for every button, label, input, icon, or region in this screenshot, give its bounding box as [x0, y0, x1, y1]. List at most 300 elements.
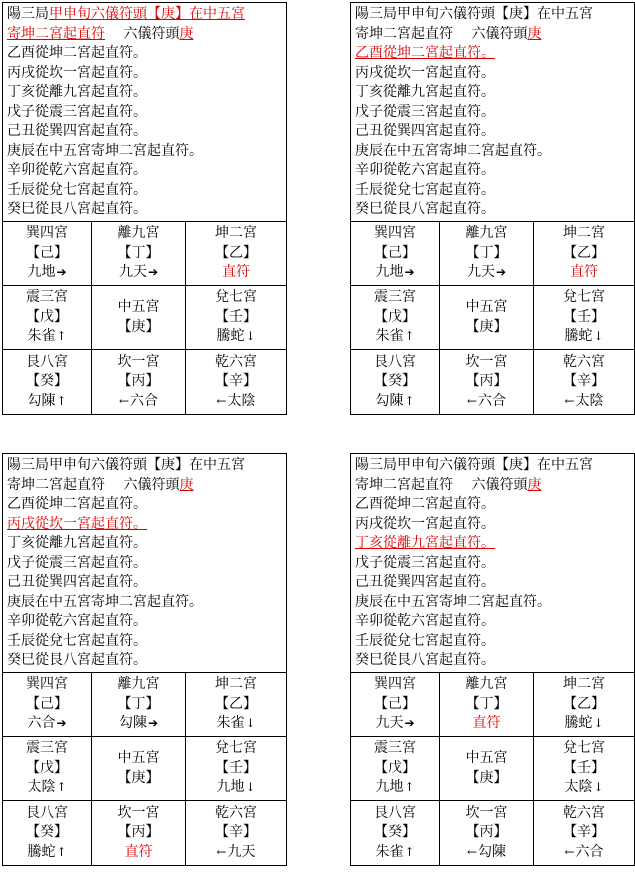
palace-cell	[440, 673, 534, 737]
rule-line-segment: 戊子從震三宮起直符。	[355, 554, 495, 571]
rule-line	[7, 5, 286, 25]
deity-row	[125, 843, 153, 863]
rule-line	[355, 83, 634, 103]
deity-name: 朱雀	[375, 843, 404, 860]
deity-row	[467, 843, 506, 863]
arrow-left-icon: ←	[466, 393, 478, 408]
palace-name: 乾六宮	[215, 353, 257, 370]
deity-row	[119, 263, 158, 283]
palace-cell	[351, 673, 440, 737]
palace-stem: 【己】	[374, 244, 416, 261]
palace-stem: 【丁】	[465, 695, 508, 712]
palace-stem: 【壬】	[563, 308, 605, 325]
palace-cell	[3, 737, 92, 801]
rule-line-segment: 六儀符頭	[105, 25, 180, 42]
rule-line-segment: 甲申旬六儀符頭【庚】在中五宮	[49, 6, 245, 22]
palace-name: 巽四宮	[374, 676, 416, 693]
rule-line	[355, 476, 634, 496]
palace-name: 巽四宮	[374, 225, 416, 242]
deity-name: 六合	[575, 843, 604, 860]
rule-line-segment: 癸巳從艮八宮起直符。	[355, 201, 495, 217]
rule-line	[355, 44, 634, 64]
arrow-right-icon: ➔	[56, 265, 67, 280]
rule-line-segment: 乙酉從坤二宮起直符。	[7, 496, 147, 512]
palace-cell	[186, 350, 286, 414]
rule-line-segment: 戊子從震三宮起直符。	[355, 103, 495, 120]
rule-line	[355, 534, 634, 554]
palace-name: 巽四宮	[26, 225, 68, 242]
deity-row	[216, 714, 255, 734]
rule-line-segment: 丁亥從離九宮起直符。	[7, 84, 147, 100]
deity-name: 九天	[118, 264, 147, 281]
deity-row	[375, 843, 414, 863]
deity-name: 太陰	[27, 779, 56, 796]
rule-line-segment: 壬辰從兌七宮起直符。	[7, 181, 147, 198]
palace-cell	[534, 673, 634, 737]
panel-top-right	[350, 2, 635, 415]
palace-cell	[186, 737, 286, 801]
rule-line	[7, 181, 286, 201]
rule-line-segment: 丙戌從坎一宮起直符。	[355, 515, 495, 532]
palace-stem: 【辛】	[563, 373, 605, 390]
rule-text	[351, 3, 634, 221]
deity-name: 太陰	[227, 392, 256, 409]
rule-line-segment: 乙酉從坤二宮起直符。	[355, 45, 495, 61]
rule-line-segment: 丙戌從坎一宮起直符。	[355, 64, 495, 81]
deity-name: 太陰	[575, 392, 604, 409]
rule-line-segment: 庚辰在中五宮寄坤二宮起直符。	[7, 593, 203, 610]
palace-name: 離九宮	[117, 676, 160, 693]
palace-name: 兌七宮	[215, 740, 257, 757]
palace-grid	[351, 672, 634, 865]
rule-line	[355, 573, 634, 593]
arrow-right-icon: ➔	[56, 716, 67, 731]
palace-grid	[3, 672, 286, 865]
rule-line	[355, 632, 634, 652]
panel-bottom-left	[2, 453, 287, 866]
rule-line	[355, 103, 634, 123]
rule-line-segment: 寄坤二宮起直符 六儀符頭	[7, 476, 180, 493]
palace-stem: 【辛】	[563, 824, 605, 841]
deity-row	[375, 778, 414, 798]
deity-name: 朱雀	[216, 715, 245, 732]
deity-name: 直符	[570, 264, 598, 281]
arrow-right-icon: ➔	[495, 265, 507, 280]
deity-row	[473, 714, 501, 734]
palace-name: 中五宮	[117, 299, 160, 315]
rule-line-segment: 庚	[527, 476, 542, 493]
palace-name: 坤二宮	[215, 225, 257, 242]
palace-cell	[351, 286, 440, 350]
rule-line	[355, 593, 634, 613]
arrow-down-icon: ↓	[593, 716, 604, 731]
deity-row	[216, 843, 255, 863]
palace-name: 乾六宮	[563, 804, 605, 821]
palace-name: 中五宮	[117, 750, 160, 766]
deity-row	[119, 714, 158, 734]
palace-name: 巽四宮	[26, 676, 68, 693]
arrow-down-icon: ↓	[593, 329, 604, 344]
rule-line-segment: 己丑從巽四宮起直符。	[355, 123, 495, 139]
deity-row	[216, 392, 255, 412]
deity-row	[467, 392, 506, 412]
rule-line	[355, 5, 634, 25]
palace-stem: 【癸】	[26, 824, 68, 841]
deity-name: 九地	[375, 264, 404, 281]
deity-name: 勾陳	[27, 392, 56, 409]
deity-name: 騰蛇	[564, 328, 593, 345]
palace-name: 坤二宮	[563, 225, 605, 242]
deity-name: 六合	[27, 715, 56, 732]
rule-line	[7, 534, 286, 554]
rule-line-segment: 乙酉從坤二宮起直符。	[355, 496, 495, 512]
palace-name: 乾六宮	[215, 804, 257, 821]
palace-stem: 【戊】	[26, 759, 68, 776]
rule-line-segment: 丙戌從坎一宮起直符。	[7, 64, 147, 81]
deity-row	[375, 263, 414, 283]
rule-line	[355, 122, 634, 142]
palace-name: 乾六宮	[563, 353, 605, 370]
palace-name: 艮八宮	[374, 353, 416, 370]
rule-line-segment: 丙戌從坎一宮起直符。	[7, 515, 147, 532]
rule-line	[355, 612, 634, 632]
deity-row	[222, 263, 250, 283]
arrow-right-icon: ➔	[147, 265, 159, 280]
rule-line	[7, 103, 286, 123]
rule-line	[7, 64, 286, 84]
deity-name: 騰蛇	[564, 715, 593, 732]
rule-line	[7, 25, 286, 45]
palace-name: 兌七宮	[215, 289, 257, 306]
rule-line	[7, 612, 286, 632]
palace-name: 震三宮	[26, 289, 68, 306]
deity-name: 九地	[375, 779, 404, 796]
deity-name: 直符	[472, 715, 501, 732]
deity-name: 九地	[216, 779, 245, 796]
deity-name: 朱雀	[27, 328, 56, 345]
palace-grid	[351, 221, 634, 414]
palace-stem: 【戊】	[374, 759, 416, 776]
palace-cell	[92, 350, 186, 414]
palace-cell	[351, 350, 440, 414]
rule-line	[355, 181, 634, 201]
palace-name: 離九宮	[465, 676, 508, 693]
rule-line-segment: 庚	[179, 476, 194, 493]
palace-name: 坎一宮	[465, 804, 508, 821]
deity-row	[27, 714, 66, 734]
rule-text	[3, 454, 286, 672]
arrow-left-icon: ←	[216, 393, 227, 408]
arrow-up-icon: ↑	[56, 780, 67, 795]
palace-cell	[534, 737, 634, 801]
rule-line	[355, 554, 634, 574]
arrow-left-icon: ←	[564, 844, 575, 859]
rule-line-segment: 寄坤二宮起直符 六儀符頭	[355, 25, 528, 42]
rule-line	[7, 632, 286, 652]
palace-cell	[186, 801, 286, 865]
rule-line	[355, 651, 634, 671]
rule-line-segment: 癸巳從艮八宮起直符。	[355, 652, 495, 668]
palace-stem: 【乙】	[215, 244, 257, 261]
palace-stem: 【乙】	[563, 695, 605, 712]
deity-name: 直符	[124, 843, 153, 860]
palace-stem: 【辛】	[215, 373, 257, 390]
palace-cell	[534, 286, 634, 350]
deity-name: 六合	[478, 392, 507, 409]
palace-name: 震三宮	[374, 740, 416, 757]
palace-cell	[3, 222, 92, 286]
palace-name: 震三宮	[374, 289, 416, 306]
deity-name: 九天	[466, 264, 495, 281]
deity-row	[216, 778, 255, 798]
rule-line	[355, 456, 634, 476]
palace-cell	[92, 286, 186, 350]
deity-row	[564, 327, 603, 347]
panel-bottom-right	[350, 453, 635, 866]
rule-line	[7, 651, 286, 671]
rule-line-segment: 戊子從震三宮起直符。	[7, 554, 147, 571]
arrow-down-icon: ↓	[245, 716, 256, 731]
rule-line	[7, 515, 286, 535]
deity-name: 勾陳	[478, 843, 507, 860]
rule-line	[355, 64, 634, 84]
palace-cell	[440, 737, 534, 801]
palace-stem: 【癸】	[374, 824, 416, 841]
rule-line-segment: 辛卯從乾六宮起直符。	[355, 162, 495, 178]
deity-row	[467, 263, 506, 283]
rule-line-segment: 辛卯從乾六宮起直符。	[7, 162, 147, 178]
deity-row	[375, 392, 414, 412]
palace-cell	[3, 350, 92, 414]
rule-line-segment: 戊子從震三宮起直符。	[7, 103, 147, 120]
palace-stem: 【庚】	[117, 318, 160, 335]
palace-stem: 【丙】	[117, 373, 160, 390]
deity-name: 九地	[27, 264, 56, 281]
rule-line	[355, 200, 634, 220]
arrow-down-icon: ↓	[245, 329, 256, 344]
palace-name: 艮八宮	[374, 804, 416, 821]
arrow-down-icon: ↓	[593, 780, 604, 795]
rule-line	[355, 142, 634, 162]
palace-stem: 【己】	[26, 244, 68, 261]
arrow-up-icon: ↑	[56, 393, 67, 408]
rule-line-segment: 己丑從巽四宮起直符。	[355, 574, 495, 590]
palace-cell	[3, 673, 92, 737]
arrow-right-icon: ➔	[404, 716, 415, 731]
rule-line-segment: 癸巳從艮八宮起直符。	[7, 201, 147, 217]
palace-stem: 【庚】	[465, 318, 508, 335]
rule-line-segment: 庚辰在中五宮寄坤二宮起直符。	[7, 142, 203, 159]
palace-stem: 【癸】	[374, 373, 416, 390]
deity-name: 勾陳	[118, 715, 147, 732]
rule-line	[355, 495, 634, 515]
palace-name: 坎一宮	[117, 804, 160, 821]
palace-name: 坤二宮	[563, 676, 605, 693]
deity-row	[27, 263, 66, 283]
rule-line-segment: 庚辰在中五宮寄坤二宮起直符。	[355, 142, 551, 159]
rule-line	[7, 573, 286, 593]
rule-line	[7, 122, 286, 142]
deity-row	[564, 714, 603, 734]
palace-cell	[3, 801, 92, 865]
palace-cell	[534, 801, 634, 865]
palace-cell	[186, 286, 286, 350]
arrow-up-icon: ↑	[404, 393, 415, 408]
arrow-right-icon: ➔	[147, 716, 159, 731]
arrow-up-icon: ↑	[56, 329, 67, 344]
palace-name: 震三宮	[26, 740, 68, 757]
arrow-left-icon: ←	[118, 393, 130, 408]
palace-cell	[351, 801, 440, 865]
rule-line-segment: 陽三局	[7, 6, 49, 22]
palace-stem: 【庚】	[117, 769, 160, 786]
rule-line-segment: 乙酉從坤二宮起直符。	[7, 45, 147, 61]
arrow-right-icon: ➔	[404, 265, 415, 280]
palace-name: 離九宮	[117, 225, 160, 242]
palace-stem: 【庚】	[465, 769, 508, 786]
rule-line-segment: 辛卯從乾六宮起直符。	[355, 613, 495, 629]
rule-line-segment: 陽三局甲申旬六儀符頭【庚】在中五宮	[7, 457, 245, 473]
rule-line-segment: 陽三局甲申旬六儀符頭【庚】在中五宮	[355, 457, 593, 473]
palace-cell	[186, 222, 286, 286]
palace-stem: 【己】	[374, 695, 416, 712]
deity-name: 九天	[375, 715, 404, 732]
palace-stem: 【丁】	[465, 244, 508, 261]
deity-row	[119, 392, 158, 412]
arrow-up-icon: ↑	[404, 780, 415, 795]
deity-row	[216, 327, 255, 347]
palace-stem: 【丙】	[117, 824, 160, 841]
palace-cell	[92, 673, 186, 737]
rule-line-segment: 寄坤二宮起直符 六儀符頭	[355, 476, 528, 493]
deity-row	[564, 778, 603, 798]
deity-name: 朱雀	[375, 328, 404, 345]
rule-line-segment: 庚	[527, 25, 542, 42]
rule-text	[3, 3, 286, 221]
rule-line	[7, 44, 286, 64]
palace-stem: 【戊】	[26, 308, 68, 325]
deity-row	[564, 843, 603, 863]
rule-line-segment: 庚	[179, 25, 194, 42]
arrow-left-icon: ←	[564, 393, 575, 408]
deity-row	[570, 263, 598, 283]
palace-stem: 【壬】	[563, 759, 605, 776]
palace-name: 坤二宮	[215, 676, 257, 693]
palace-stem: 【壬】	[215, 759, 257, 776]
palace-name: 中五宮	[465, 750, 508, 766]
palace-cell	[440, 286, 534, 350]
palace-name: 艮八宮	[26, 353, 68, 370]
arrow-up-icon: ↑	[56, 844, 67, 859]
palace-name: 艮八宮	[26, 804, 68, 821]
deity-name: 直符	[222, 264, 250, 281]
palace-cell	[92, 737, 186, 801]
deity-name: 勾陳	[375, 392, 404, 409]
palace-grid	[3, 221, 286, 414]
rule-line-segment: 己丑從巽四宮起直符。	[7, 123, 147, 139]
deity-row	[564, 392, 603, 412]
palace-stem: 【丙】	[465, 373, 508, 390]
palace-stem: 【辛】	[215, 824, 257, 841]
palace-cell	[351, 222, 440, 286]
palace-stem: 【戊】	[374, 308, 416, 325]
palace-stem: 【丁】	[117, 244, 160, 261]
palace-stem: 【己】	[26, 695, 68, 712]
palace-stem: 【壬】	[215, 308, 257, 325]
palace-name: 離九宮	[465, 225, 508, 242]
arrow-up-icon: ↑	[404, 844, 415, 859]
rule-line-segment: 辛卯從乾六宮起直符。	[7, 613, 147, 629]
arrow-left-icon: ←	[466, 844, 478, 859]
deity-row	[27, 843, 66, 863]
rule-line-segment: 丁亥從離九宮起直符。	[355, 535, 495, 551]
rule-line	[355, 515, 634, 535]
arrow-left-icon: ←	[216, 844, 227, 859]
palace-cell	[3, 286, 92, 350]
palace-cell	[186, 673, 286, 737]
palace-cell	[351, 737, 440, 801]
deity-name: 騰蛇	[27, 843, 56, 860]
rule-line-segment: 己丑從巽四宮起直符。	[7, 574, 147, 590]
palace-name: 中五宮	[465, 299, 508, 315]
deity-row	[27, 327, 66, 347]
rule-line	[355, 25, 634, 45]
deity-name: 九天	[227, 843, 256, 860]
deity-row	[27, 392, 66, 412]
rule-line	[7, 593, 286, 613]
palace-name: 坎一宮	[117, 353, 160, 370]
palace-cell	[440, 801, 534, 865]
rule-line-segment: 癸巳從艮八宮起直符。	[7, 652, 147, 668]
rule-line	[7, 142, 286, 162]
palace-stem: 【丙】	[465, 824, 508, 841]
palace-cell	[534, 350, 634, 414]
deity-row	[27, 778, 66, 798]
palace-cell	[534, 222, 634, 286]
palace-name: 兌七宮	[563, 289, 605, 306]
rule-line-segment: 壬辰從兌七宮起直符。	[355, 632, 495, 649]
rule-line	[7, 200, 286, 220]
rule-line-segment: 丁亥從離九宮起直符。	[355, 84, 495, 100]
rule-line-segment: 壬辰從兌七宮起直符。	[355, 181, 495, 198]
rule-line	[7, 495, 286, 515]
deity-row	[375, 327, 414, 347]
deity-name: 六合	[130, 392, 159, 409]
palace-stem: 【乙】	[563, 244, 605, 261]
rule-line	[7, 161, 286, 181]
palace-cell	[440, 222, 534, 286]
rule-line-segment: 寄坤二宮起直符	[7, 25, 105, 42]
rule-line-segment: 陽三局甲申旬六儀符頭【庚】在中五宮	[355, 6, 593, 22]
rule-text	[351, 454, 634, 672]
arrow-up-icon: ↑	[404, 329, 415, 344]
deity-name: 騰蛇	[216, 328, 245, 345]
palace-name: 坎一宮	[465, 353, 508, 370]
palace-cell	[92, 222, 186, 286]
arrow-down-icon: ↓	[245, 780, 256, 795]
palace-stem: 【乙】	[215, 695, 257, 712]
rule-line	[7, 554, 286, 574]
palace-stem: 【丁】	[117, 695, 160, 712]
panel-top-left	[2, 2, 287, 415]
palace-name: 兌七宮	[563, 740, 605, 757]
rule-line-segment: 壬辰從兌七宮起直符。	[7, 632, 147, 649]
rule-line-segment: 庚辰在中五宮寄坤二宮起直符。	[355, 593, 551, 610]
deity-row	[375, 714, 414, 734]
deity-name: 太陰	[564, 779, 593, 796]
palace-cell	[92, 801, 186, 865]
rule-line	[7, 83, 286, 103]
